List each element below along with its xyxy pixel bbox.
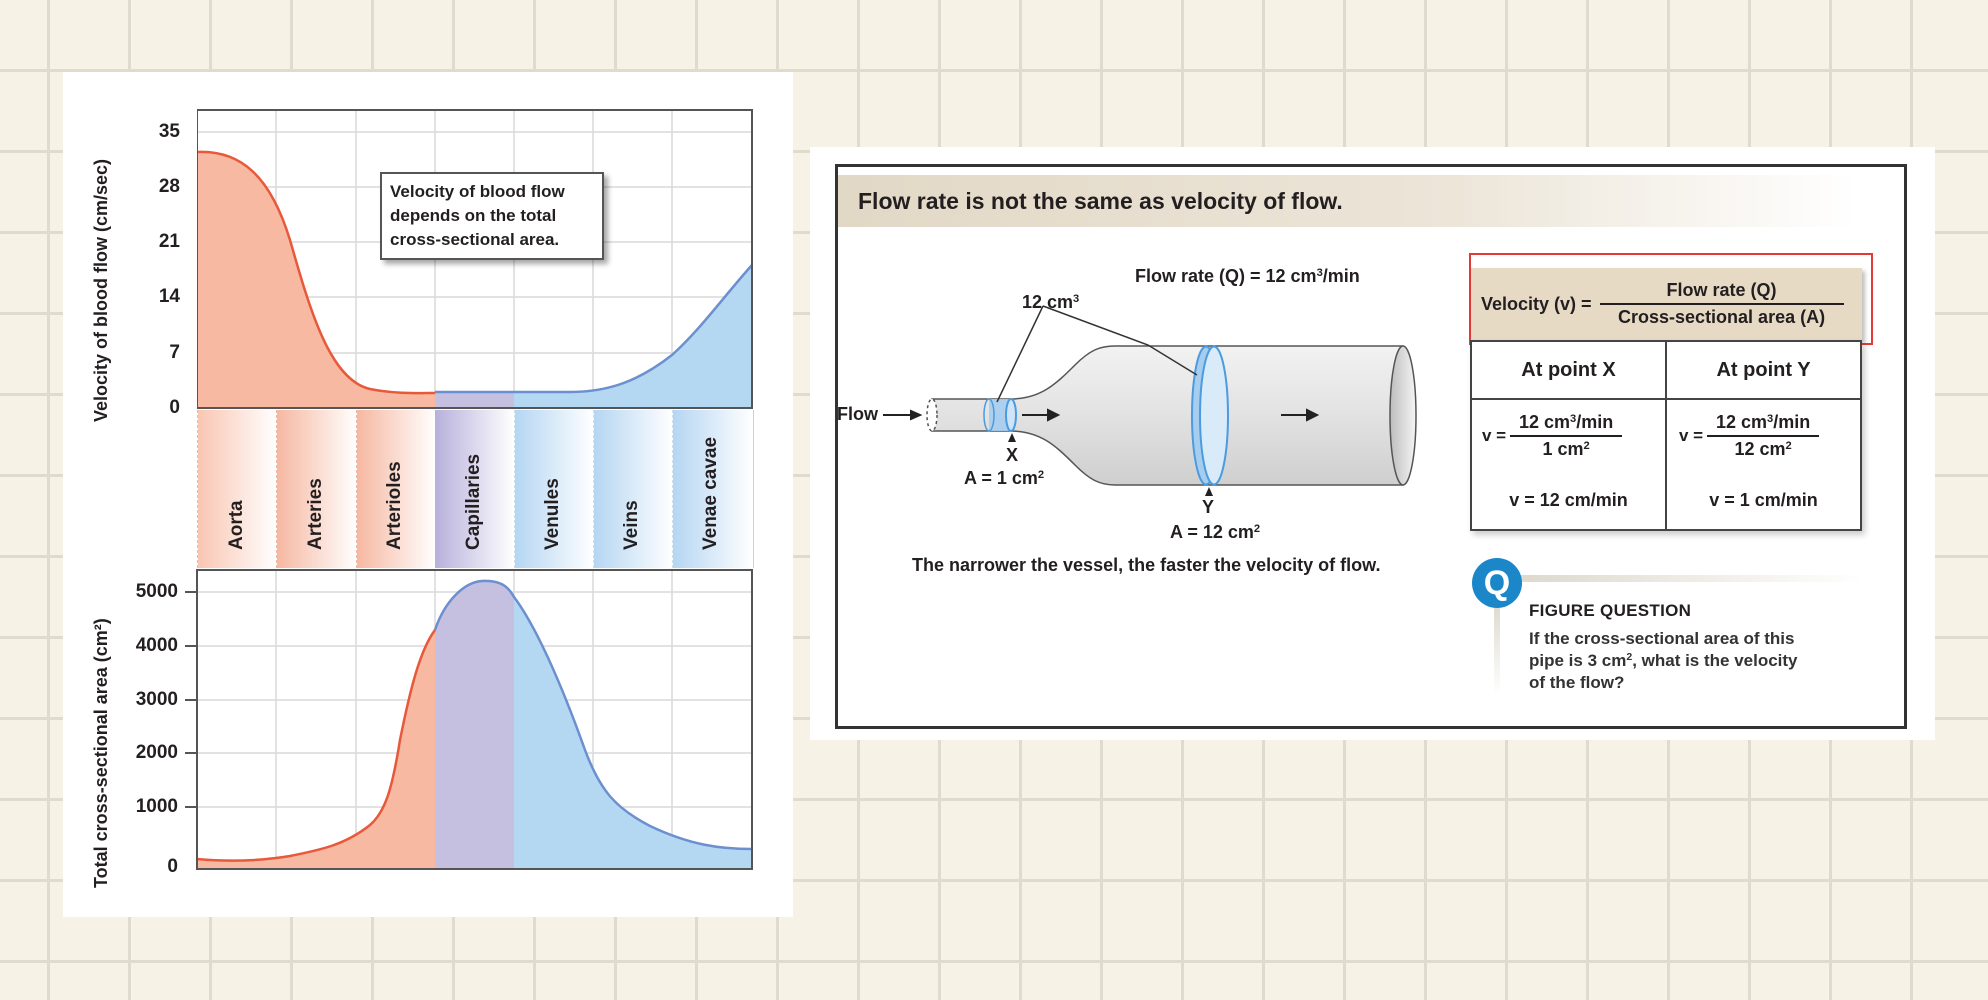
velocity-chart (197, 108, 757, 412)
vessel-label-band (197, 410, 752, 568)
area-chart (185, 568, 757, 874)
table-header-x: At point X (1521, 359, 1616, 381)
point-y-letter: Y (1202, 497, 1215, 517)
point-x-area: A = 1 $cm^2$ (964, 468, 1045, 488)
area-ytick-5000: 5000 (135, 581, 178, 602)
vessel-label-venae-cavae: Venae cavae (700, 436, 721, 550)
area-venous-fill (514, 597, 752, 869)
pipe-caption: The narrower the vessel, the faster the velocity of flow. (912, 555, 1381, 575)
volume-label: 12 $cm^3$ (1022, 292, 1080, 312)
callout-line-2: depends on the total (390, 206, 557, 225)
vessel-label-capillaries: Capillaries (463, 453, 484, 550)
question-icon: Q (1472, 558, 1522, 608)
flow-label: Flow (837, 404, 878, 424)
area-ytick-0: 0 (167, 856, 178, 877)
result-y: v = 1 cm/min (1709, 490, 1818, 510)
vessel-label-arteries: Arteries (305, 478, 326, 550)
formula-lhs: Velocity (v) = (1481, 293, 1592, 314)
vessel-label-arterioles: Arterioles (384, 461, 405, 550)
formula-denominator: Cross-sectional area (A) (1618, 307, 1826, 327)
vessel-label-venules: Venules (542, 478, 563, 550)
question-rule (1510, 575, 1865, 582)
callout-line-3: cross-sectional area. (390, 230, 560, 249)
figure-title: Flow rate is not the same as velocity of flow. (838, 175, 1858, 227)
velocity-ytick-0: 0 (169, 397, 180, 418)
velocity-table (1470, 340, 1862, 531)
velocity-ytick-14: 14 (158, 286, 180, 307)
pipe-diagram (835, 280, 1435, 520)
flow-rate-label: Flow rate (Q) = 12 $cm^3/\min$ (1135, 266, 1360, 286)
area-ytick-4000: 4000 (135, 635, 178, 656)
velocity-ytick-21: 21 (158, 231, 180, 252)
result-x: v = 12 cm/min (1509, 490, 1628, 510)
question-heading: FIGURE QUESTION (1529, 601, 1692, 620)
velocity-ytick-35: 35 (158, 121, 180, 142)
area-ytick-3000: 3000 (135, 689, 178, 710)
velocity-callout (380, 172, 604, 260)
velocity-ytick-7: 7 (169, 342, 180, 363)
callout-line-1: Velocity of blood flow (390, 182, 565, 201)
point-y-area: A = 12 $cm^2$ (1170, 522, 1261, 542)
velocity-ytick-28: 28 (158, 176, 180, 197)
formula-numerator: Flow rate (Q) (1600, 280, 1844, 305)
area-ytick-1000: 1000 (135, 796, 178, 817)
velocity-axis-label: Velocity of blood flow (cm/sec) (91, 158, 111, 422)
question-side-rule (1494, 600, 1500, 695)
vessel-label-aorta: Aorta (226, 500, 247, 550)
area-ytick-2000: 2000 (135, 742, 178, 763)
vessel-label-veins: Veins (621, 500, 642, 550)
velocity-venous-area (514, 265, 752, 408)
area-axis-label: Total cross-sectional area (cm²) (91, 618, 111, 888)
calc-x: v = $\frac{12 cm^3/\min}{1 cm^2}$ (1482, 412, 1662, 460)
question-text: If the cross-sectional area of this pipe is 3 $cm^2$, what is the velocity of the flow? (1529, 629, 1798, 692)
formula-highlight (1469, 253, 1873, 345)
calc-y: v = $\frac{12 cm^3/\min}{12 cm^2}$ (1679, 412, 1859, 460)
area-capillary-fill (435, 581, 514, 869)
table-header-y: At point Y (1716, 359, 1811, 381)
point-x-letter: X (1006, 445, 1019, 465)
